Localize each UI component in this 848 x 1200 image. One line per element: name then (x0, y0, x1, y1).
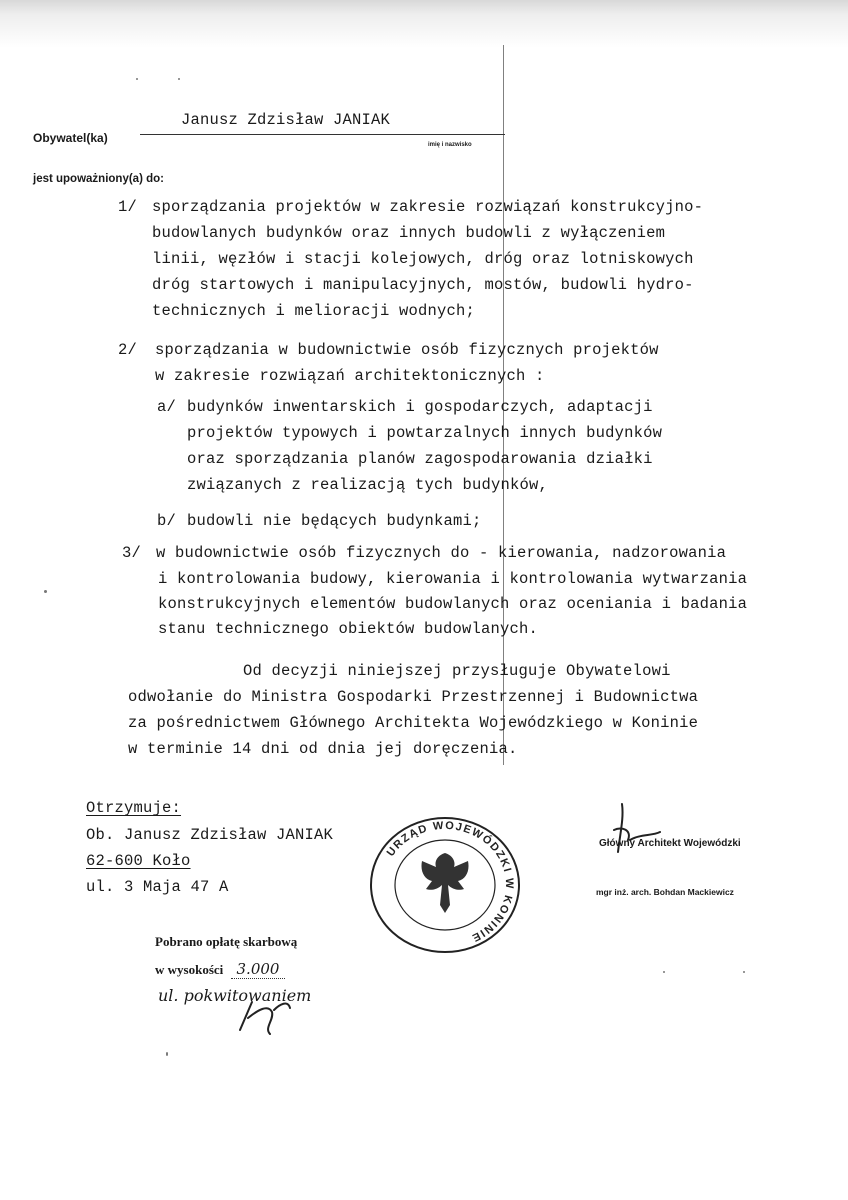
item-2a-line-1: budynków inwentarskich i gospodarczych, adaptacji (187, 398, 653, 416)
item-1-line-3: linii, węzłów i stacji kolejowych, dróg oraz lotniskowych (152, 250, 694, 268)
name-caption: imię i nazwisko (428, 142, 472, 148)
scan-shadow (0, 0, 848, 48)
scan-speck (136, 78, 138, 80)
item-3-line-3: konstrukcyjnych elementów budowlanych oraz oceniania i badania (158, 595, 748, 613)
appeal-line-3: za pośrednictwem Głównego Architekta Wojewódzkiego w Koninie (128, 714, 699, 732)
fee-line-2 (155, 960, 285, 978)
item-2a-line-4: związanych z realizacją tych budynków, (187, 476, 549, 494)
official-seal (368, 815, 523, 955)
item-2a-line-2: projektów typowych i powtarzalnych innych budynków (187, 424, 663, 442)
item-3-line-2: i kontrolowania budowy, kierowania i kontrolowania wytwarzania (158, 570, 748, 588)
scan-speck (44, 590, 47, 593)
item-2b-line-1: budowli nie będących budynkami; (187, 512, 482, 530)
scan-speck (178, 78, 180, 80)
item-2-line-1: sporządzania w budownictwie osób fizycznych projektów (155, 341, 659, 359)
name-underline (140, 134, 505, 135)
item-2a-letter: a/ (157, 398, 177, 416)
item-2-line-2: w zakresie rozwiązań architektonicznych : (155, 367, 545, 385)
fee-line-1: Pobrano opłatę skarbową (155, 934, 298, 949)
authorized-label: jest upoważniony(a) do: (33, 173, 164, 185)
item-1-line-2: budowlanych budynków oraz innych budowli z wyłączeniem (152, 224, 666, 242)
item-2a-line-3: oraz sporządzania planów zagospodarowania działki (187, 450, 653, 468)
fee-amount: 3.000 (231, 960, 286, 979)
recipient-line-3: ul. 3 Maja 47 A (86, 878, 229, 896)
item-2b-letter: b/ (157, 512, 177, 530)
fee-initials-signature (230, 990, 300, 1040)
recipient-line-1: Ob. Janusz Zdzisław JANIAK (86, 826, 334, 844)
eagle-emblem-icon (421, 853, 468, 913)
item-1-line-5: technicznych i melioracji wodnych; (152, 302, 476, 320)
item-3-number: 3/ (122, 544, 142, 562)
recipient-line-2: 62-600 Koło (86, 852, 191, 870)
appeal-line-2: odwołanie do Ministra Gospodarki Przestrzennej i Budownictwa (128, 688, 699, 706)
fee-prefix: w wysokości (155, 962, 224, 977)
item-3-line-1: w budownictwie osób fizycznych do - kierowania, nadzorowania (156, 544, 727, 562)
item-1-line-1: sporządzania projektów w zakresie rozwiązań konstrukcyjno- (152, 198, 704, 216)
item-3-line-4: stanu technicznego obiektów budowlanych. (158, 620, 539, 638)
fee-line-3: ul. pokwitowaniem (158, 986, 312, 1005)
signatory-title: Główny Architekt Wojewódzki (599, 838, 741, 849)
citizen-name: Janusz Zdzisław JANIAK (181, 111, 391, 129)
seal-text: URZĄD WOJEWÓDZKI W KONINIE (384, 819, 516, 945)
scan-speck (166, 1052, 168, 1056)
scan-speck (743, 971, 745, 973)
appeal-line-1: Od decyzji niniejszej przysługuje Obywatelowi (243, 662, 671, 680)
item-2-number: 2/ (118, 341, 138, 359)
signatory-signature (600, 800, 710, 860)
item-1-line-4: dróg startowych i manipulacyjnych, mostów, budowli hydro- (152, 276, 694, 294)
item-1-number: 1/ (118, 198, 138, 216)
signatory-name: mgr inż. arch. Bohdan Mackiewicz (596, 887, 734, 897)
recipients-heading: Otrzymuje: (86, 799, 182, 817)
appeal-line-4: w terminie 14 dni od dnia jej doręczenia. (128, 740, 518, 758)
citizen-label: Obywatel(ka) (33, 131, 108, 145)
scan-speck (663, 971, 665, 973)
